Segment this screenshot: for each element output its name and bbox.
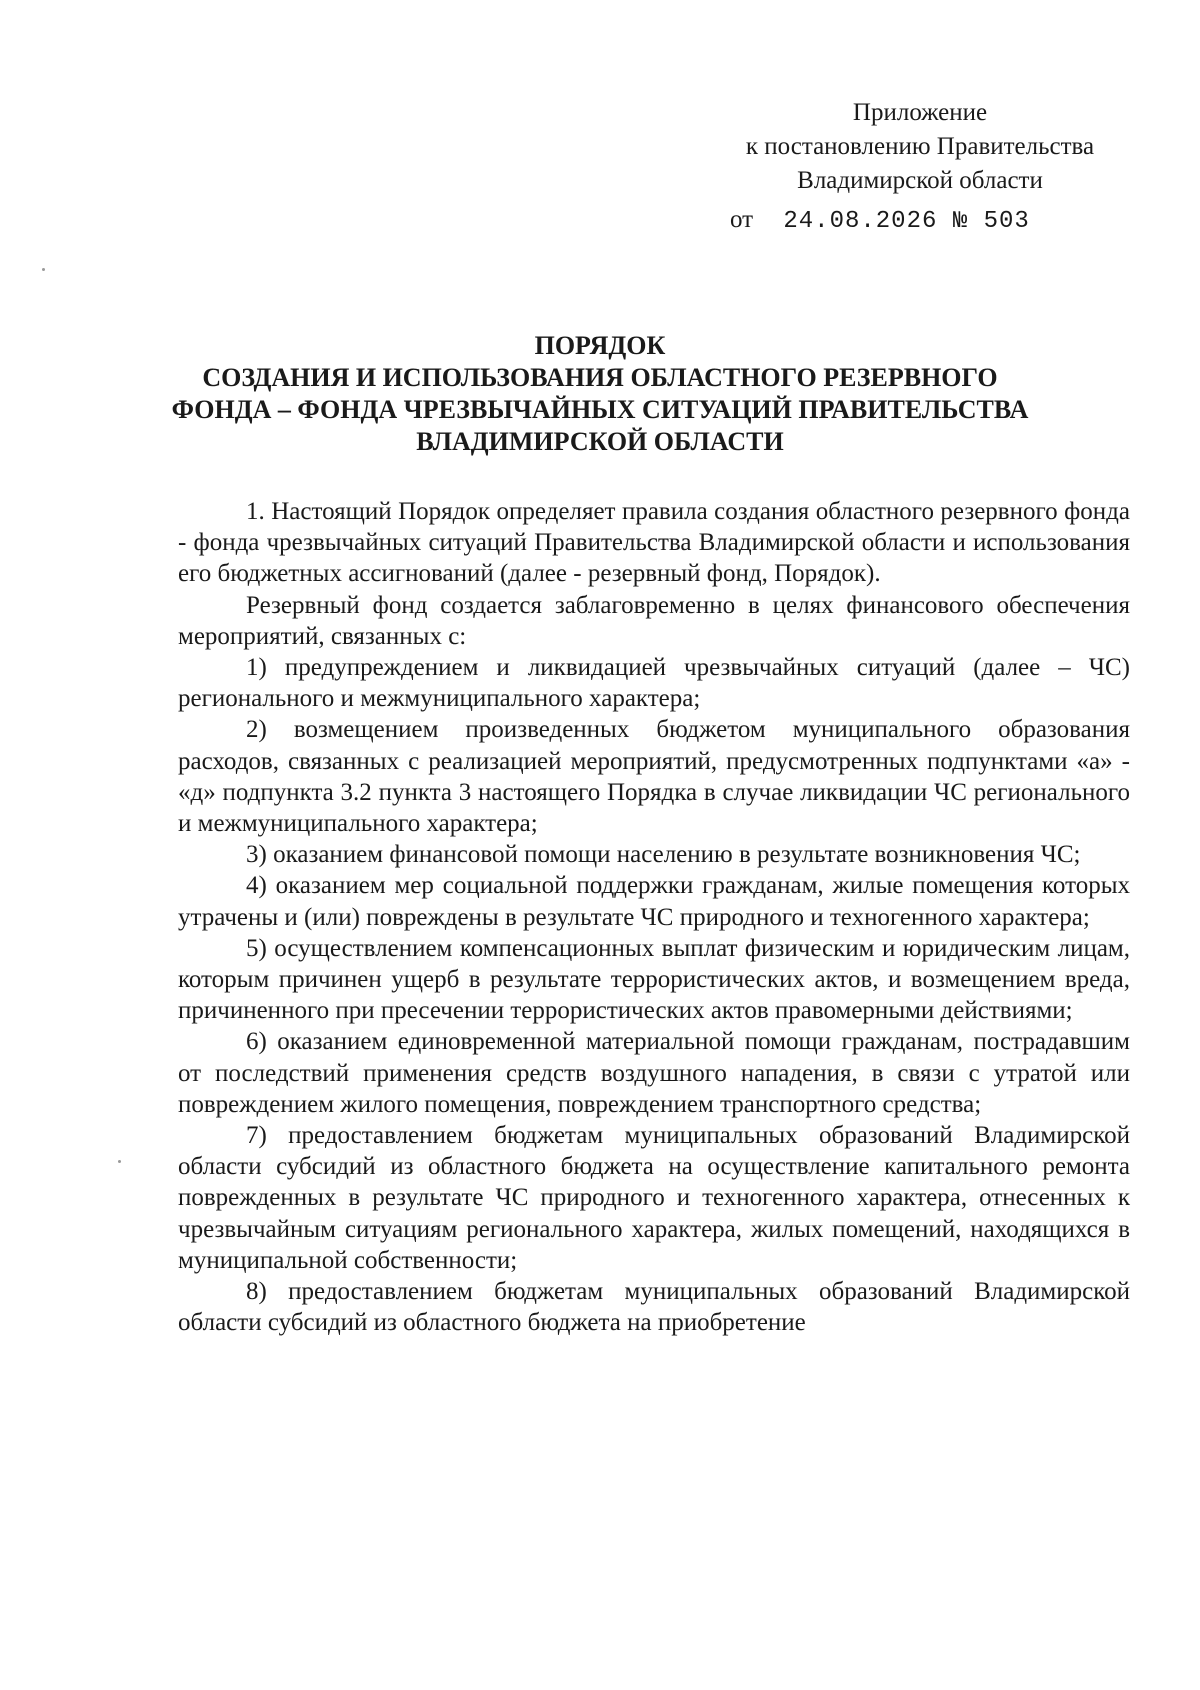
appendix-header — [700, 96, 1140, 198]
appendix-region-line: Владимирской области — [797, 167, 1043, 194]
list-item-6: 6) оказанием единовременной материальной помощи гражданам, пострадавшим от последствий применения средств воздушного нападения, в связи с утратой или повреждением жилого помещения, повреждением транспортного средства; — [178, 1028, 1130, 1118]
scan-speck — [118, 1160, 121, 1163]
date-prefix: от — [730, 206, 754, 233]
paragraph-reserve-fund: Резервный фонд создается заблаговременно в целях финансового обеспечения мероприятий, связанных с: — [178, 591, 1130, 650]
list-item-3: 3) оказанием финансовой помощи населению в результате возникновения ЧС; — [246, 841, 1081, 869]
list-item-2: 2) возмещением произведенных бюджетом муниципального образования расходов, связанных с реализацией мероприятий, предусмотренных подпунктами «а» - «д» подпункта 3.2 пункта 3 настоящего Порядка в случае ликвидации ЧС регионального и межмуниципального характера; — [178, 716, 1130, 838]
title-line: ФОНДА – ФОНДА ЧРЕЗВЫЧАЙНЫХ СИТУАЦИЙ ПРАВИТЕЛЬСТВА — [171, 395, 1029, 424]
list-item-5: 5) осуществлением компенсационных выплат физическим и юридическим лицам, которым причинен ущерб в результате террористических актов, и возмещением вреда, причиненного при пресечении террористических актов правомерными действиями; — [178, 934, 1130, 1025]
appendix-resolution-line: к постановлению Правительства — [745, 133, 1095, 160]
title-line: СОЗДАНИЯ И ИСПОЛЬЗОВАНИЯ ОБЛАСТНОГО РЕЗЕРВНОГО — [202, 363, 998, 392]
date-and-number: 24.08.2026 № 503 — [783, 208, 1030, 235]
list-item-7: 7) предоставлением бюджетам муниципальных образований Владимирской области субсидий из областного бюджета на осуществление капитального ремонта поврежденных в результате ЧС природного и техногенного характера, отнесенных к чрезвычайным ситуациям регионального характера, жилых помещений, находящихся в муниципальной собственности; — [178, 1122, 1130, 1274]
list-item-8: 8) предоставлением бюджетам муниципальных образований Владимирской области субсидий из областного бюджета на приобретение — [178, 1278, 1130, 1337]
appendix-date-line — [730, 206, 1030, 235]
list-item-1: 1) предупреждением и ликвидацией чрезвычайных ситуаций (далее – ЧС) регионального и межмуниципального характера; — [178, 654, 1130, 713]
title-line: ПОРЯДОК — [534, 331, 666, 360]
document-title — [150, 330, 1050, 458]
title-line: ВЛАДИМИРСКОЙ ОБЛАСТИ — [416, 427, 784, 456]
document-body — [178, 496, 1130, 1338]
list-item-4: 4) оказанием мер социальной поддержки гражданам, жилые помещения которых утрачены и (или) повреждены в результате ЧС природного и техногенного характера; — [178, 872, 1130, 931]
appendix-label: Приложение — [852, 99, 988, 126]
scan-speck — [42, 268, 45, 271]
paragraph-1: 1. Настоящий Порядок определяет правила создания областного резервного фонда - фонда чрезвычайных ситуаций Правительства Владимирской области и использования его бюджетных ассигнований (далее - резервный фонд, Порядок). — [178, 498, 1130, 588]
